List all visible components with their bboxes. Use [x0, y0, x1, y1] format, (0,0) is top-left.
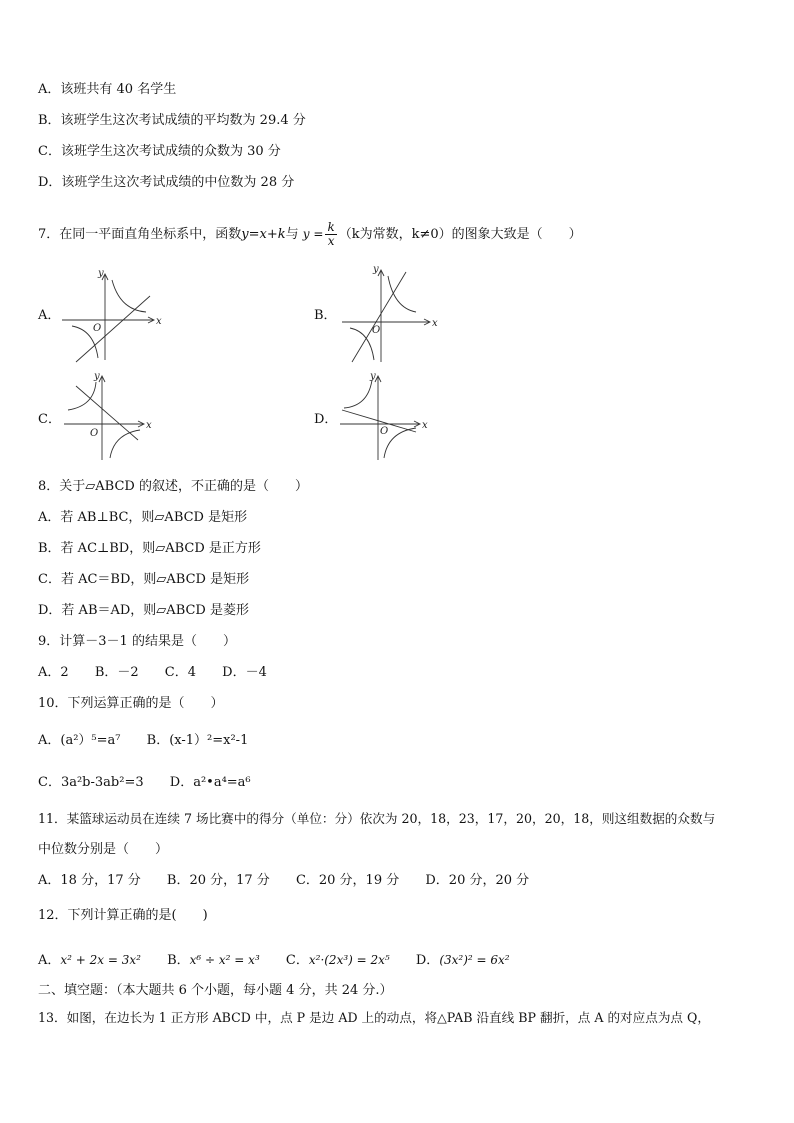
- q12-option-b: x⁶ ÷ x² = x³: [189, 953, 260, 967]
- origin-label: O: [380, 426, 389, 437]
- q8-stem: 8．关于▱ABCD 的叙述，不正确的是（ ）: [38, 479, 308, 494]
- y-label: y: [94, 371, 100, 382]
- q6-option-a: A．该班共有 40 名学生: [38, 82, 177, 97]
- q9-option-b: B．－2: [94, 665, 139, 680]
- origin-label: O: [372, 325, 381, 336]
- q13-stem: 13．如图，在边长为 1 正方形 ABCD 中，点 P 是边 AD 上的动点，将△PAB 沿直线 BP 翻折，点 A 的对应点为点 Q，: [38, 1010, 710, 1025]
- q8-option-a: A．若 AB⊥BC，则▱ABCD 是矩形: [38, 510, 248, 525]
- q7-suffix: （k为常数，k≠0）的图象大致是（ ）: [338, 227, 582, 242]
- q7-graph-c: [60, 370, 170, 466]
- hyperbola-lower: [384, 428, 416, 458]
- q11-stem-line1: 11．某篮球运动员在连续 7 场比赛中的得分（单位：分）依次为 20，18，23，17，20，20，18，则这组数据的众数与: [38, 811, 716, 826]
- q12-stem: 12．下列计算正确的是( ): [38, 908, 208, 923]
- q7-graph-d: [336, 370, 446, 466]
- q12-option-a-label: A．: [38, 953, 61, 968]
- q10-row2: [38, 773, 251, 793]
- q8-option-d: D．若 AB＝AD，则▱ABCD 是菱形: [38, 603, 249, 618]
- hyperbola-upper: [112, 280, 146, 312]
- q7-conj: 与: [285, 227, 299, 242]
- q9-option-c: C．4: [164, 665, 196, 680]
- x-label: x: [156, 316, 162, 327]
- q11-options: [38, 871, 529, 891]
- origin-label: O: [93, 323, 102, 334]
- q10-option-c: C．3a²b-3ab²=3: [38, 775, 144, 790]
- q12-options: [38, 950, 510, 971]
- q10-stem: 10．下列运算正确的是（ ）: [38, 696, 224, 711]
- q7-option-c-label: C．: [38, 412, 61, 427]
- line-graph: [76, 296, 150, 362]
- x-label: x: [422, 420, 428, 431]
- q10-option-b: B．(x-1）²=x²-1: [146, 733, 249, 748]
- q7-option-a-label: A．: [38, 308, 61, 323]
- q12-option-c: x²·(2x³) = 2x⁵: [308, 953, 390, 967]
- q12-option-d-label: D．: [415, 953, 440, 968]
- q9-option-d: D．－4: [222, 665, 267, 680]
- hyperbola-lower: [350, 328, 374, 360]
- q11-stem-line2: 中位数分别是（ ）: [38, 842, 169, 857]
- q7-stem: [38, 220, 582, 249]
- q12-option-c-label: C．: [285, 953, 309, 968]
- q7-linear: y=x+k: [241, 227, 286, 242]
- x-label: x: [146, 420, 152, 431]
- q11-option-a: A．18 分，17 分: [38, 873, 141, 888]
- q6-option-c: C．该班学生这次考试成绩的众数为 30 分: [38, 144, 281, 159]
- q7-prefix: 7．在同一平面直角坐标系中，函数: [38, 227, 242, 242]
- hyperbola-upper: [344, 380, 372, 408]
- q10-row1: [38, 731, 248, 751]
- origin-label: O: [90, 428, 99, 439]
- q7-option-b-label: B．: [314, 308, 337, 323]
- q10-option-a: A．(a²）⁵=a⁷: [38, 733, 121, 748]
- section-2-heading: 二、填空题：（本大题共 6 个小题，每小题 4 分，共 24 分.）: [38, 983, 393, 998]
- q8-option-b: B．若 AC⊥BD，则▱ABCD 是正方形: [38, 541, 261, 556]
- q11-option-c: C．20 分，19 分: [295, 873, 400, 888]
- q11-option-d: D．20 分，20 分: [425, 873, 530, 888]
- line-graph: [342, 410, 416, 432]
- q12-option-d: (3x²)² = 6x²: [439, 953, 510, 967]
- hyperbola-lower: [110, 430, 140, 458]
- q12-option-a: x² + 2x = 3x²: [60, 953, 141, 967]
- hyperbola-upper: [388, 276, 416, 312]
- q7-recip-lhs: y =: [302, 227, 324, 241]
- line-graph: [352, 272, 406, 362]
- line-graph: [76, 386, 138, 440]
- q7-frac-den: x: [327, 234, 335, 248]
- y-label: y: [98, 268, 104, 279]
- q7-frac-num: k: [327, 220, 335, 234]
- q8-option-c: C．若 AC＝BD，则▱ABCD 是矩形: [38, 572, 250, 587]
- q10-option-d: D．a²•a⁴=a⁶: [169, 775, 251, 790]
- x-label: x: [432, 318, 438, 329]
- hyperbola-upper: [68, 382, 96, 410]
- q7-graph-b: [336, 262, 446, 366]
- q9-option-a: A．2: [38, 665, 69, 680]
- y-label: y: [370, 371, 376, 382]
- q12-option-b-label: B．: [167, 953, 190, 968]
- y-label: y: [373, 264, 379, 275]
- q7-option-d-label: D．: [314, 412, 338, 427]
- q7-fraction: [325, 221, 336, 248]
- q7-graph-a: [60, 262, 170, 366]
- q6-option-b: B．该班学生这次考试成绩的平均数为 29.4 分: [38, 113, 306, 128]
- q9-stem: 9．计算－3－1 的结果是（ ）: [38, 634, 236, 649]
- q6-option-d: D．该班学生这次考试成绩的中位数为 28 分: [38, 175, 295, 190]
- q9-options: [38, 663, 267, 683]
- q11-option-b: B．20 分，17 分: [166, 873, 270, 888]
